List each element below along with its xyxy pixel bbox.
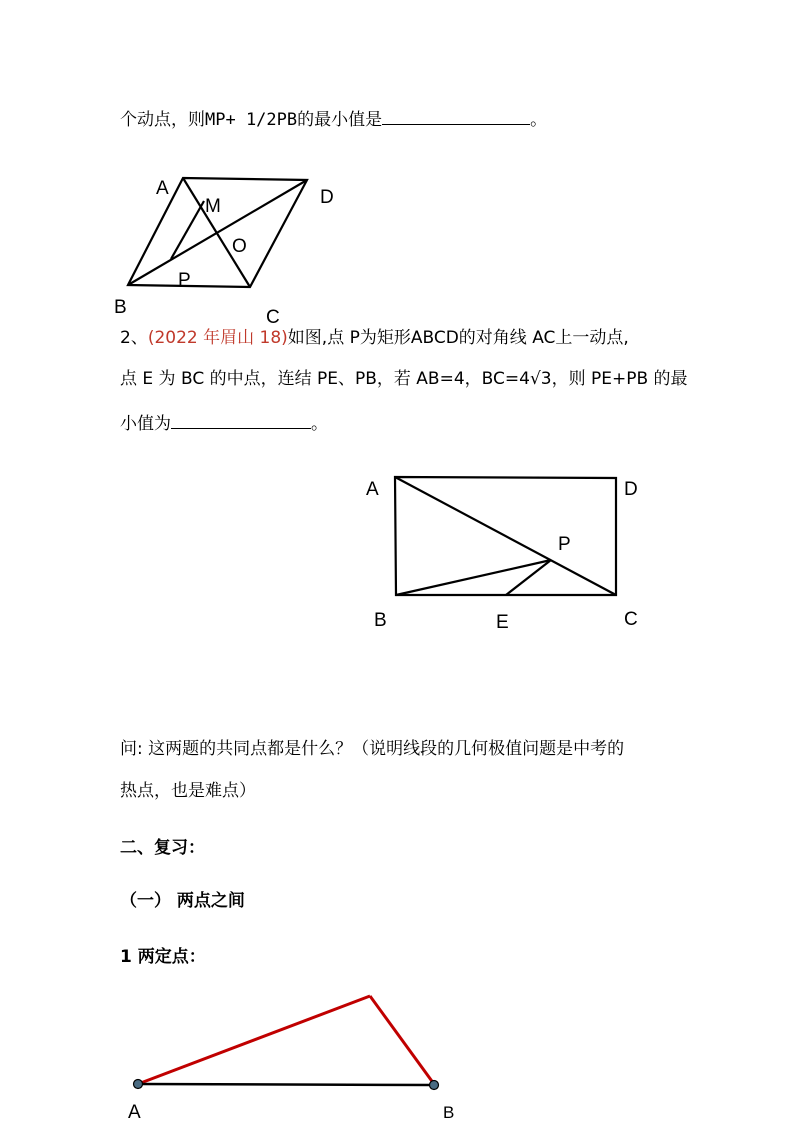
label-a: A: [366, 479, 379, 500]
label-b: B: [443, 1103, 455, 1122]
label-b: B: [374, 610, 387, 631]
problem2-number: 2、: [120, 328, 148, 348]
problem2-source: (2022 年眉山 18): [147, 328, 288, 348]
red-segment-a-to-peak: [138, 996, 370, 1084]
label-m: M: [205, 196, 221, 217]
subsection-heading-two-points: （一） 两点之间: [120, 891, 245, 911]
section-heading-review: 二、复习：: [120, 838, 205, 858]
question-line-2: 热点，也是难点）: [120, 781, 256, 801]
problem1-end-mark: 。: [530, 110, 548, 130]
label-c: C: [624, 609, 638, 630]
label-o: O: [232, 236, 247, 257]
point-b: [430, 1081, 439, 1090]
label-e: E: [496, 612, 509, 633]
problem2-line-2: 点 E 为 BC 的中点，连结 PE、PB，若 AB=4，BC=4√3，则 PE+PB 的最: [120, 369, 688, 389]
label-b: B: [114, 297, 127, 318]
label-c: C: [266, 307, 280, 328]
segment-ab: [138, 1084, 434, 1085]
label-a: A: [128, 1102, 141, 1123]
point-a: [134, 1080, 143, 1089]
problem1-prefix: 个动点，则: [120, 110, 205, 130]
problem1-suffix: 的最小值是: [297, 110, 383, 130]
item-heading-two-fixed-points: 1 两定点：: [120, 947, 206, 967]
red-segment-peak-to-b: [370, 996, 434, 1084]
label-p: P: [178, 270, 191, 291]
label-a: A: [156, 178, 169, 199]
question-line-1: 问: 这两题的共同点都是什么？（说明线段的几何极值问题是中考的: [120, 739, 625, 759]
label-p: P: [558, 534, 571, 555]
problem1-expression: MP+ 1/2PB: [205, 110, 298, 130]
problem2-line3-prefix: 小值为: [120, 414, 171, 434]
problem2-line1-text: 如图,点 P为矩形ABCD的对角线 AC上一动点,: [287, 328, 629, 348]
label-d: D: [320, 187, 334, 208]
label-d: D: [624, 479, 638, 500]
problem2-end-mark: 。: [311, 414, 328, 434]
